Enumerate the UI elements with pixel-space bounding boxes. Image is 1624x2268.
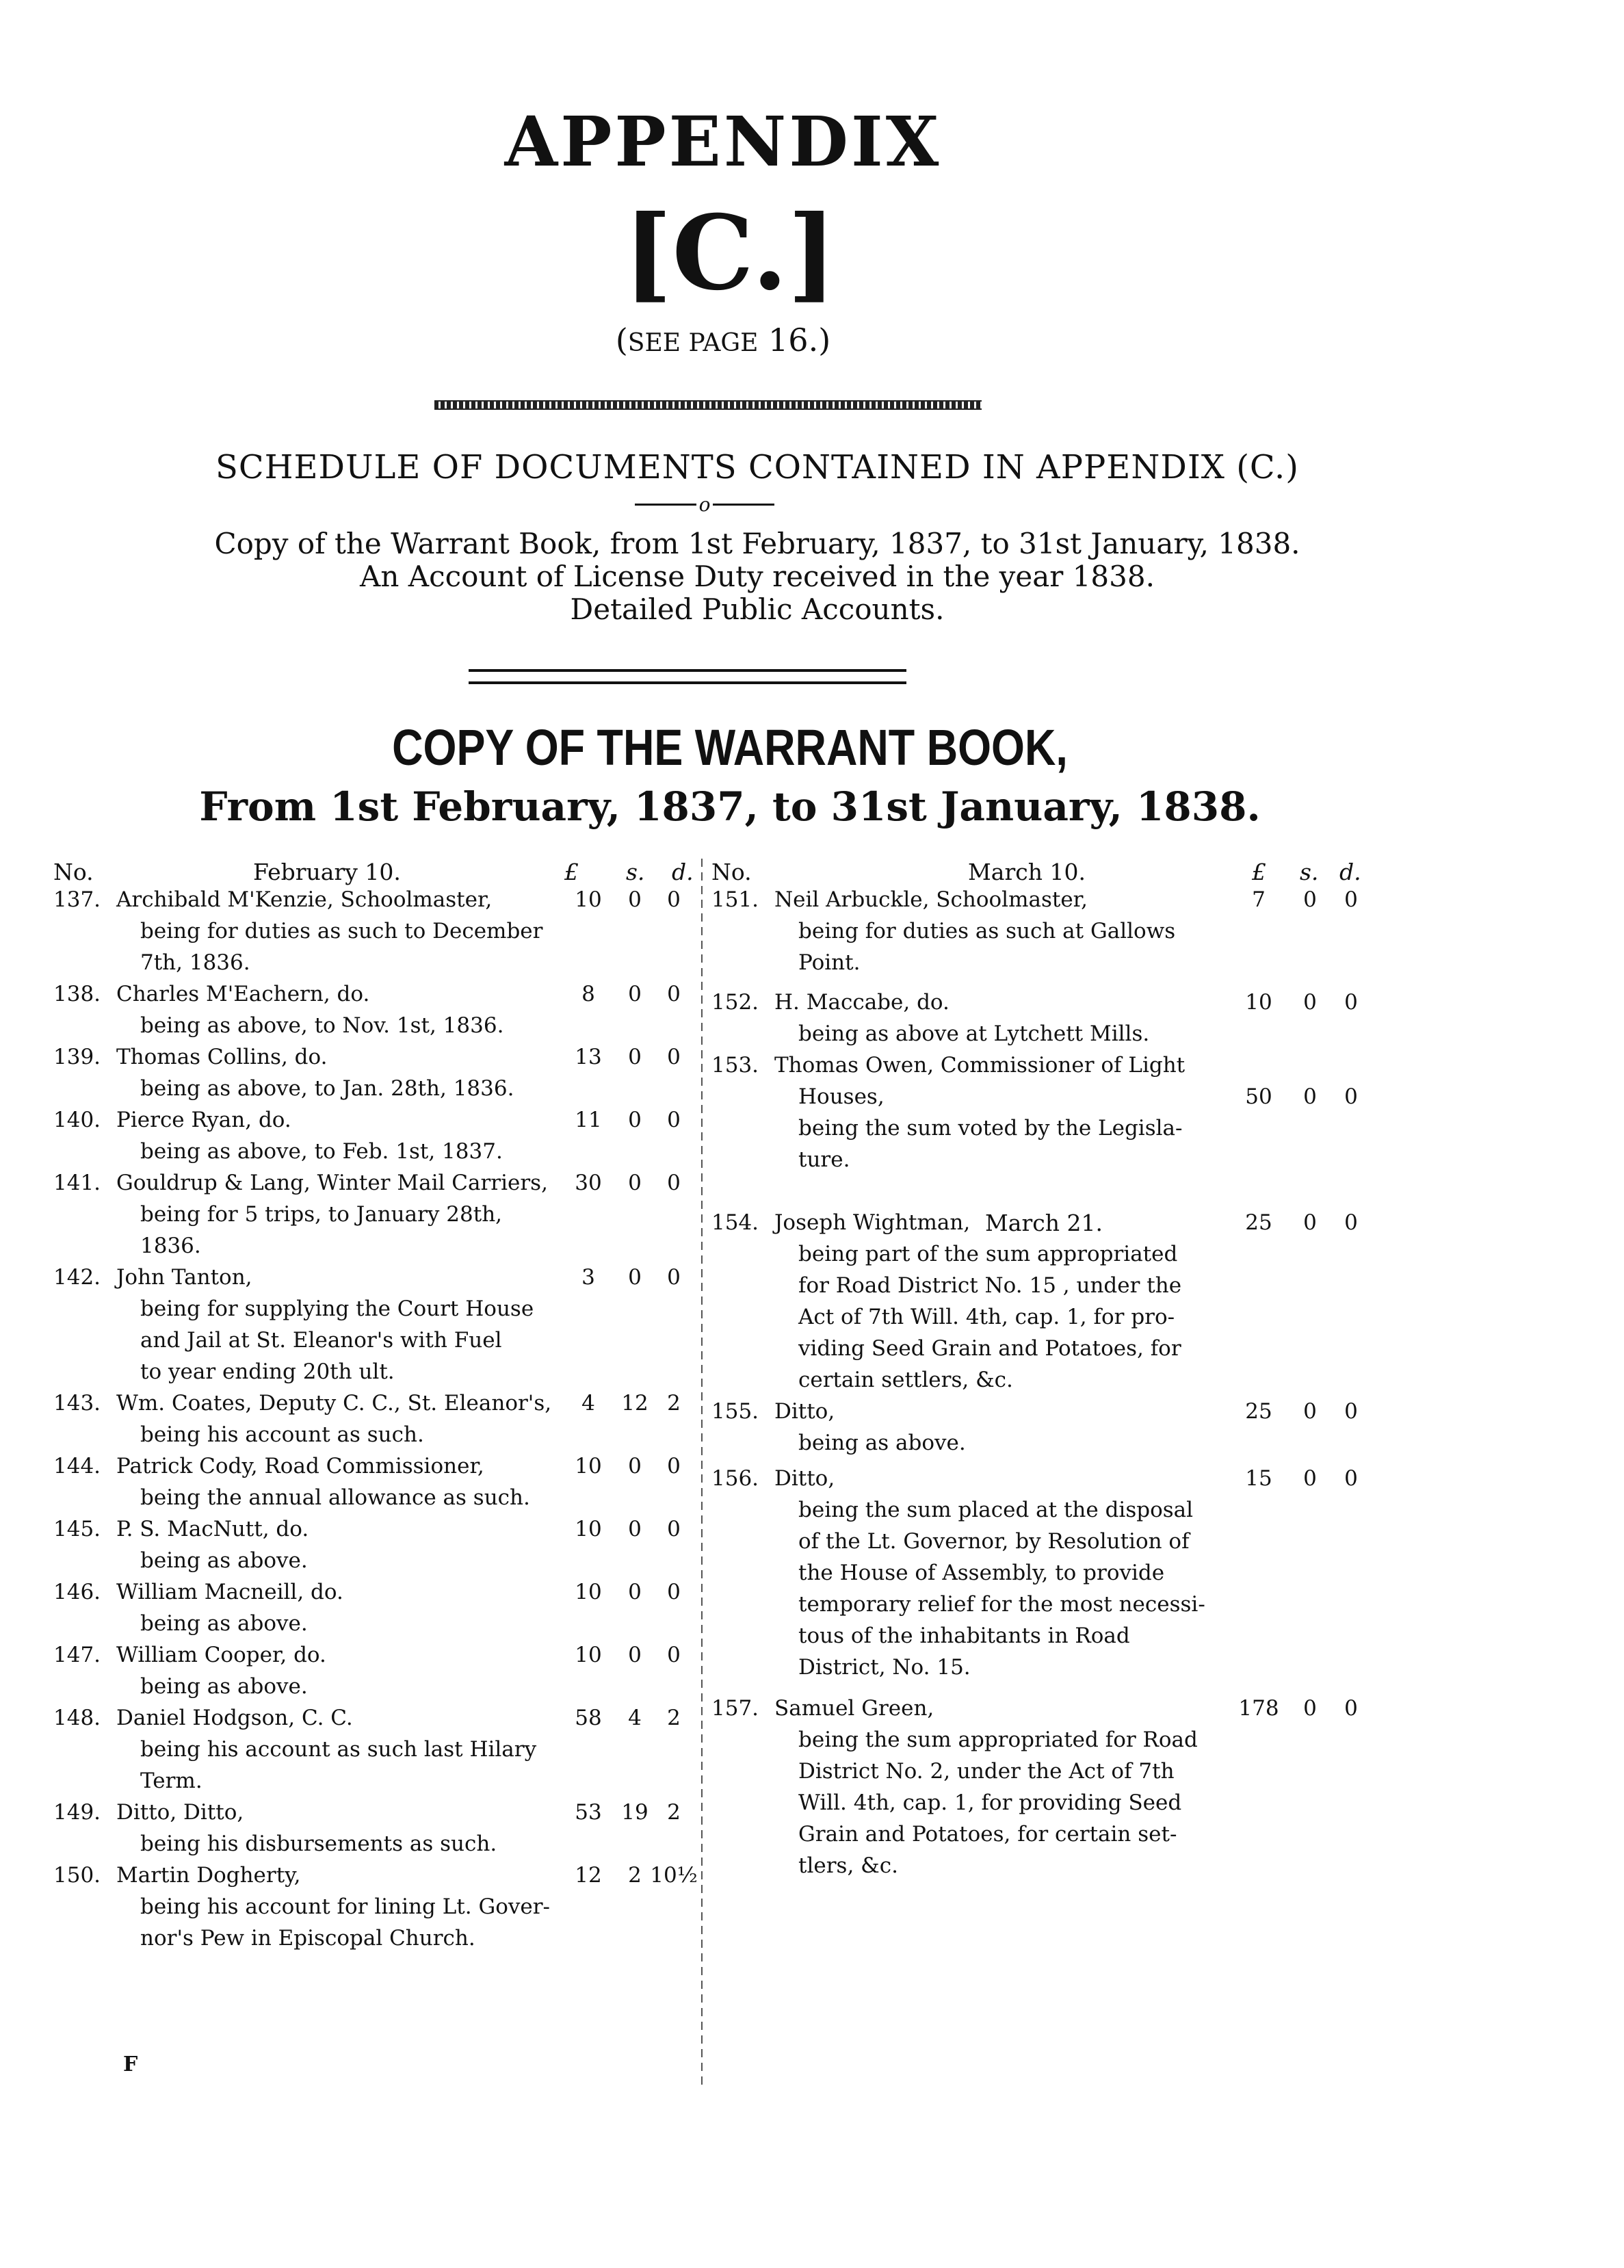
warrant-entry bbox=[53, 1262, 696, 1387]
warrant-entry bbox=[711, 1207, 1382, 1396]
entry-description-line: the House of Assembly, to provide bbox=[798, 1561, 1165, 1585]
amount-shillings: 0 bbox=[628, 1108, 642, 1132]
entry-description-line: being his disbursements as such. bbox=[140, 1832, 497, 1856]
amount-shillings: 0 bbox=[628, 887, 642, 912]
entry-number: 143. bbox=[53, 1391, 101, 1416]
separator-dash-left bbox=[635, 504, 696, 506]
left-col-date-header: February 10. bbox=[253, 859, 401, 885]
entry-description-line: certain settlers, &c. bbox=[798, 1368, 1013, 1392]
amount-pounds: 25 bbox=[1245, 1399, 1272, 1424]
warrant-entry bbox=[53, 1576, 696, 1639]
warrant-entry bbox=[53, 1513, 696, 1576]
amount-shillings: 0 bbox=[1303, 990, 1317, 1015]
entry-description-line: being as above, to Feb. 1st, 1837. bbox=[140, 1139, 503, 1164]
amount-shillings: 0 bbox=[628, 1643, 642, 1667]
amount-shillings: 0 bbox=[1303, 1696, 1317, 1721]
entry-description-line: being as above. bbox=[140, 1611, 308, 1636]
warrant-entry bbox=[53, 1860, 696, 1954]
entry-description-line: and Jail at St. Eleanor's with Fuel bbox=[140, 1328, 502, 1353]
entry-payee: H. Maccabe, do. bbox=[774, 990, 949, 1015]
amount-pounds: 178 bbox=[1238, 1696, 1279, 1721]
entry-description-line: being for duties as such to December bbox=[140, 919, 543, 943]
amount-pounds: 15 bbox=[1245, 1466, 1272, 1491]
warrant-entry bbox=[53, 1167, 696, 1262]
schedule-item-2: An Account of License Duty received in the year 1838. bbox=[360, 560, 1155, 593]
amount-pence: 0 bbox=[1344, 887, 1358, 912]
see-page-label: SEE PAGE bbox=[627, 329, 759, 357]
entry-description-line: being as above. bbox=[140, 1548, 308, 1573]
amount-shillings: 0 bbox=[1303, 1466, 1317, 1491]
entry-payee: William Macneill, do. bbox=[116, 1580, 343, 1604]
entry-description-line: being his account as such. bbox=[140, 1422, 424, 1447]
appendix-title: APPENDIX bbox=[504, 101, 942, 182]
entry-number: 156. bbox=[711, 1466, 759, 1491]
entry-number: 138. bbox=[53, 982, 101, 1006]
entry-payee: Wm. Coates, Deputy C. C., St. Eleanor's, bbox=[116, 1391, 552, 1416]
entry-description-line: being for duties as such at Gallows bbox=[798, 919, 1176, 943]
amount-pounds: 10 bbox=[575, 1454, 602, 1478]
entry-payee: Daniel Hodgson, C. C. bbox=[116, 1706, 353, 1730]
amount-shillings: 12 bbox=[621, 1391, 649, 1416]
entry-description-line: being as above, to Nov. 1st, 1836. bbox=[140, 1013, 504, 1038]
entry-description-line: nor's Pew in Episcopal Church. bbox=[140, 1926, 475, 1951]
entry-number: 142. bbox=[53, 1265, 101, 1290]
entry-number: 154. bbox=[711, 1210, 759, 1235]
dotted-rule bbox=[434, 400, 982, 410]
amount-pence: 0 bbox=[667, 1454, 681, 1478]
entry-payee: Pierce Ryan, do. bbox=[116, 1108, 291, 1132]
amount-pounds: 50 bbox=[1245, 1084, 1272, 1109]
entry-number: 141. bbox=[53, 1171, 101, 1195]
left-col-pence-header: d. bbox=[672, 859, 694, 885]
entry-description-line: 1836. bbox=[140, 1234, 201, 1258]
warrant-entry bbox=[711, 1396, 1382, 1459]
amount-shillings: 0 bbox=[628, 1454, 642, 1478]
left-col-no-header: No. bbox=[53, 859, 94, 885]
entry-number: 145. bbox=[53, 1517, 101, 1541]
warrant-entry bbox=[53, 1387, 696, 1450]
entry-number: 140. bbox=[53, 1108, 101, 1132]
schedule-item-1: Copy of the Warrant Book, from 1st February, 1837, to 31st January, 1838. bbox=[214, 527, 1300, 560]
amount-pence: 0 bbox=[1344, 1696, 1358, 1721]
entry-number: 150. bbox=[53, 1863, 101, 1888]
amount-shillings: 0 bbox=[628, 1580, 642, 1604]
separator-dash-right bbox=[713, 504, 774, 506]
entry-description-line: being the sum placed at the disposal bbox=[798, 1498, 1194, 1522]
entry-description-line: District, No. 15. bbox=[798, 1655, 971, 1680]
warrant-entry bbox=[53, 884, 696, 978]
entry-description-line: 7th, 1836. bbox=[140, 950, 250, 975]
entry-description-line: for Road District No. 15 , under the bbox=[798, 1273, 1182, 1298]
left-col-pounds-header: £ bbox=[564, 859, 579, 885]
warrant-entry bbox=[53, 1104, 696, 1167]
amount-pence: 0 bbox=[667, 1108, 681, 1132]
entry-description-line: being as above at Lytchett Mills. bbox=[798, 1021, 1150, 1046]
entry-description-line: temporary relief for the most necessi- bbox=[798, 1592, 1205, 1617]
right-col-shillings-header: s. bbox=[1300, 859, 1319, 885]
entry-description-line: tlers, &c. bbox=[798, 1853, 898, 1878]
separator-o: o bbox=[698, 493, 711, 516]
entry-payee: Archibald M'Kenzie, Schoolmaster, bbox=[116, 887, 493, 912]
entry-description-line: to year ending 20th ult. bbox=[140, 1359, 395, 1384]
amount-shillings: 0 bbox=[628, 1171, 642, 1195]
left-col-shillings-header: s. bbox=[626, 859, 645, 885]
amount-shillings: 0 bbox=[628, 1045, 642, 1069]
entry-payee: Thomas Owen, Commissioner of Light bbox=[774, 1053, 1186, 1078]
amount-shillings: 19 bbox=[621, 1800, 649, 1825]
warrant-entry bbox=[53, 1639, 696, 1702]
amount-pounds: 10 bbox=[575, 1517, 602, 1541]
entry-description-line: of the Lt. Governor, by Resolution of bbox=[798, 1529, 1190, 1554]
amount-pounds: 30 bbox=[575, 1171, 602, 1195]
amount-pounds: 7 bbox=[1252, 887, 1266, 912]
entry-description-line: Term. bbox=[140, 1769, 202, 1793]
entry-description-line: viding Seed Grain and Potatoes, for bbox=[798, 1336, 1181, 1361]
amount-pounds: 4 bbox=[581, 1391, 595, 1416]
warrant-subheading: From 1st February, 1837, to 31st January, 1838. bbox=[199, 783, 1261, 830]
entry-payee: Patrick Cody, Road Commissioner, bbox=[116, 1454, 484, 1478]
entry-number: 148. bbox=[53, 1706, 101, 1730]
entry-description-line: being his account as such last Hilary bbox=[140, 1737, 537, 1762]
amount-shillings: 0 bbox=[1303, 1084, 1317, 1109]
amount-pence: 0 bbox=[667, 887, 681, 912]
entry-number: 144. bbox=[53, 1454, 101, 1478]
entry-payee: Ditto, bbox=[774, 1466, 835, 1491]
amount-pence: 2 bbox=[667, 1706, 681, 1730]
amount-shillings: 0 bbox=[1303, 887, 1317, 912]
amount-pence: 2 bbox=[667, 1391, 681, 1416]
entry-description-line: being the sum appropriated for Road bbox=[798, 1728, 1198, 1752]
right-col-date-header: March 10. bbox=[968, 859, 1086, 885]
amount-pence: 0 bbox=[667, 1643, 681, 1667]
entry-number: 157. bbox=[711, 1696, 759, 1721]
entry-payee: Thomas Collins, do. bbox=[116, 1045, 328, 1069]
separator-ornament bbox=[626, 494, 783, 514]
warrant-entry bbox=[711, 1050, 1382, 1175]
amount-pounds: 10 bbox=[575, 1580, 602, 1604]
entry-description-line: being as above. bbox=[140, 1674, 308, 1699]
entry-description-line: being for supplying the Court House bbox=[140, 1296, 534, 1321]
amount-pence: 0 bbox=[667, 1265, 681, 1290]
entry-description-line: Point. bbox=[798, 950, 861, 975]
entry-payee: William Cooper, do. bbox=[116, 1643, 326, 1667]
warrant-entry bbox=[53, 1797, 696, 1860]
amount-pounds: 13 bbox=[575, 1045, 602, 1069]
amount-pence: 0 bbox=[1344, 1399, 1358, 1424]
amount-pence: 0 bbox=[1344, 1466, 1358, 1491]
entry-payee: Gouldrup & Lang, Winter Mail Carriers, bbox=[116, 1171, 548, 1195]
entry-description-line: Houses, bbox=[798, 1084, 885, 1109]
amount-pounds: 10 bbox=[1245, 990, 1272, 1015]
double-rule bbox=[469, 669, 906, 684]
amount-shillings: 0 bbox=[1303, 1210, 1317, 1235]
entry-description-line: being his account for lining Lt. Gover- bbox=[140, 1894, 551, 1919]
right-col-pounds-header: £ bbox=[1252, 859, 1266, 885]
entry-number: 153. bbox=[711, 1053, 759, 1078]
entry-payee: Charles M'Eachern, do. bbox=[116, 982, 370, 1006]
entry-number: 155. bbox=[711, 1399, 759, 1424]
entry-description-line: tous of the inhabitants in Road bbox=[798, 1624, 1130, 1648]
schedule-item-3: Detailed Public Accounts. bbox=[570, 592, 945, 626]
entry-payee: P. S. MacNutt, do. bbox=[116, 1517, 309, 1541]
entry-description-line: ture. bbox=[798, 1147, 850, 1172]
warrant-entry bbox=[711, 987, 1382, 1050]
warrant-entry bbox=[711, 1693, 1382, 1881]
amount-pence: 10½ bbox=[650, 1863, 698, 1888]
entry-payee: Samuel Green, bbox=[774, 1696, 934, 1721]
entry-description-line: being the annual allowance as such. bbox=[140, 1485, 530, 1510]
amount-pence: 0 bbox=[667, 1580, 681, 1604]
entry-number: 149. bbox=[53, 1800, 101, 1825]
amount-pence: 0 bbox=[1344, 990, 1358, 1015]
signature-mark: F bbox=[123, 2052, 138, 2076]
amount-pounds: 11 bbox=[575, 1108, 602, 1132]
entry-description-line: being part of the sum appropriated bbox=[798, 1242, 1178, 1266]
right-col-no-header: No. bbox=[711, 859, 752, 885]
right-col-pence-header: d. bbox=[1339, 859, 1361, 885]
entry-number: 151. bbox=[711, 887, 759, 912]
warrant-entry bbox=[711, 884, 1382, 978]
entry-payee: Ditto, bbox=[774, 1399, 835, 1424]
entry-number: 146. bbox=[53, 1580, 101, 1604]
amount-pence: 0 bbox=[1344, 1210, 1358, 1235]
amount-shillings: 2 bbox=[628, 1863, 642, 1888]
amount-pounds: 12 bbox=[575, 1863, 602, 1888]
entry-description-line: Act of 7th Will. 4th, cap. 1, for pro- bbox=[798, 1305, 1175, 1329]
entry-payee: Martin Dogherty, bbox=[116, 1863, 301, 1888]
right-col-subdate: March 21. bbox=[985, 1210, 1103, 1236]
amount-pounds: 10 bbox=[575, 887, 602, 912]
amount-pounds: 53 bbox=[575, 1800, 602, 1825]
entry-payee: Joseph Wightman, bbox=[774, 1210, 971, 1235]
amount-pence: 0 bbox=[667, 982, 681, 1006]
warrant-entry bbox=[53, 1702, 696, 1797]
entry-number: 137. bbox=[53, 887, 101, 912]
entry-payee: Neil Arbuckle, Schoolmaster, bbox=[774, 887, 1088, 912]
column-divider bbox=[701, 859, 703, 2090]
warrant-entry bbox=[53, 978, 696, 1041]
entry-number: 152. bbox=[711, 990, 759, 1015]
amount-pounds: 10 bbox=[575, 1643, 602, 1667]
warrant-entry bbox=[53, 1041, 696, 1104]
amount-pence: 0 bbox=[667, 1517, 681, 1541]
amount-shillings: 0 bbox=[628, 1517, 642, 1541]
warrant-heading: COPY OF THE WARRANT BOOK, bbox=[392, 719, 1068, 776]
schedule-heading: SCHEDULE OF DOCUMENTS CONTAINED IN APPENDIX (C.) bbox=[215, 448, 1299, 486]
appendix-letter: [C.] bbox=[623, 193, 837, 313]
amount-pence: 2 bbox=[667, 1800, 681, 1825]
see-page-number: 16.) bbox=[758, 322, 831, 359]
entry-number: 139. bbox=[53, 1045, 101, 1069]
entry-description-line: being the sum voted by the Legisla- bbox=[798, 1116, 1183, 1140]
amount-shillings: 0 bbox=[1303, 1399, 1317, 1424]
amount-pence: 0 bbox=[667, 1171, 681, 1195]
see-page-reference bbox=[0, 322, 1535, 359]
amount-pounds: 3 bbox=[581, 1265, 595, 1290]
entry-description-line: District No. 2, under the Act of 7th bbox=[798, 1759, 1175, 1784]
amount-pence: 0 bbox=[667, 1045, 681, 1069]
warrant-entry bbox=[711, 1463, 1382, 1683]
amount-shillings: 0 bbox=[628, 982, 642, 1006]
amount-shillings: 0 bbox=[628, 1265, 642, 1290]
entry-description-line: being as above, to Jan. 28th, 1836. bbox=[140, 1076, 514, 1101]
amount-shillings: 4 bbox=[628, 1706, 642, 1730]
amount-pounds: 25 bbox=[1245, 1210, 1272, 1235]
see-page-open: ( bbox=[615, 322, 628, 359]
entry-payee: John Tanton, bbox=[116, 1265, 252, 1290]
amount-pence: 0 bbox=[1344, 1084, 1358, 1109]
entry-description-line: being for 5 trips, to January 28th, bbox=[140, 1202, 503, 1227]
entry-description-line: being as above. bbox=[798, 1431, 966, 1455]
amount-pounds: 58 bbox=[575, 1706, 602, 1730]
entry-payee: Ditto, Ditto, bbox=[116, 1800, 244, 1825]
entry-number: 147. bbox=[53, 1643, 101, 1667]
entry-description-line: Will. 4th, cap. 1, for providing Seed bbox=[798, 1790, 1182, 1815]
warrant-entry bbox=[53, 1450, 696, 1513]
entry-description-line: Grain and Potatoes, for certain set- bbox=[798, 1822, 1177, 1847]
amount-pounds: 8 bbox=[581, 982, 595, 1006]
